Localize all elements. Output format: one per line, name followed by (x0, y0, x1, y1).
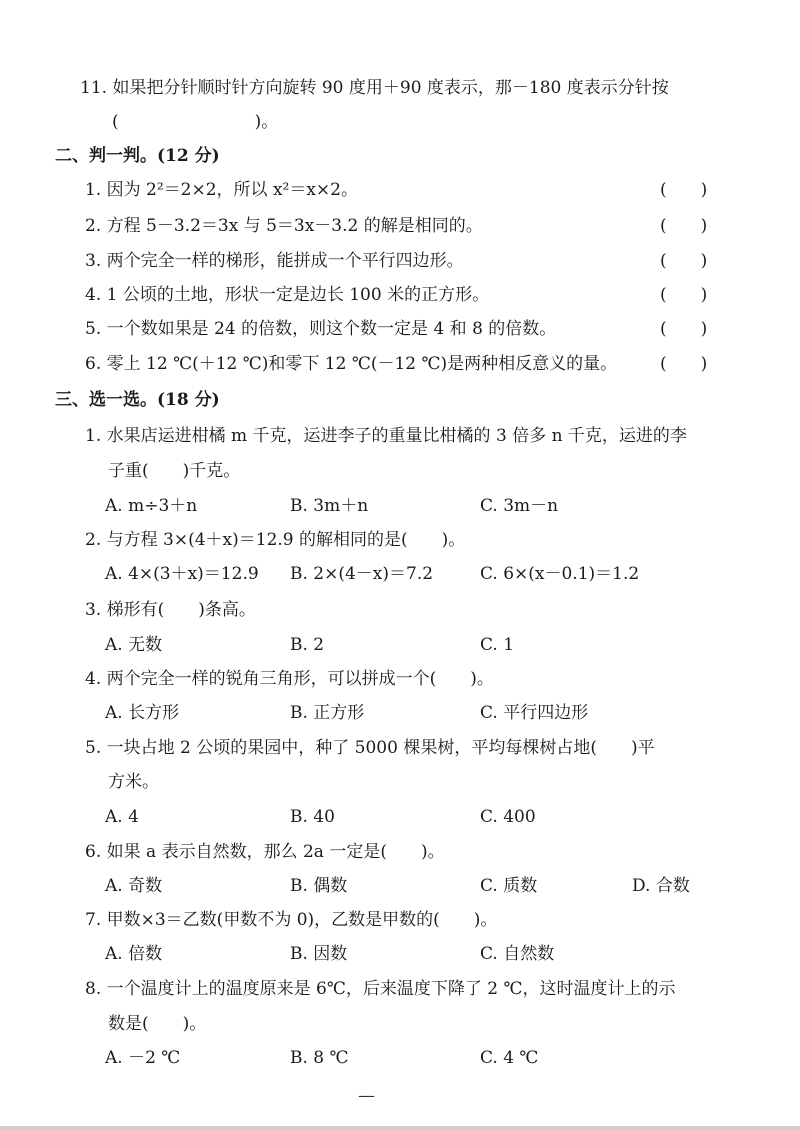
choice-q7-option-c[interactable]: C. 自然数 (480, 944, 555, 964)
choice-q6-line1: 6. 如果 a 表示自然数，那么 2a 一定是( )。 (85, 842, 445, 862)
choice-q1-option-b[interactable]: B. 3m＋n (290, 496, 369, 516)
choice-q8-option-a[interactable]: A. －2 ℃ (105, 1048, 181, 1068)
choice-q3-option-c[interactable]: C. 1 (480, 635, 515, 655)
choice-q8-line1: 8. 一个温度计上的温度原来是 6℃，后来温度下降了 2 ℃，这时温度计上的示 (85, 979, 676, 999)
choice-q1-line2: 子重( )千克。 (108, 461, 241, 481)
choice-q5-line1: 5. 一块占地 2 公顷的果园中，种了 5000 棵果树，平均每棵树占地( )平 (85, 738, 655, 758)
choice-q1-line1: 1. 水果店运进柑橘 m 千克，运进李子的重量比柑橘的 3 倍多 n 千克，运进的李 (85, 426, 687, 446)
section-3-title: 三、选一选。(18 分) (55, 390, 220, 410)
judge-item-2: 2. 方程 5－3.2＝3x 与 5＝3x－3.2 的解是相同的。 (85, 216, 483, 236)
choice-q5-line2: 方米。 (108, 772, 159, 792)
judge-answer-2[interactable]: ( ) (660, 216, 708, 236)
choice-q7-option-b[interactable]: B. 因数 (290, 944, 348, 964)
choice-q2-option-c[interactable]: C. 6×(x－0.1)＝1.2 (480, 564, 640, 584)
choice-q2-line1: 2. 与方程 3×(4＋x)＝12.9 的解相同的是( )。 (85, 530, 466, 550)
choice-q3-option-b[interactable]: B. 2 (290, 635, 325, 655)
judge-answer-4[interactable]: ( ) (660, 285, 708, 305)
choice-q5-option-a[interactable]: A. 4 (105, 807, 139, 827)
judge-item-4: 4. 1 公顷的土地，形状一定是边长 100 米的正方形。 (85, 285, 490, 305)
judge-answer-6[interactable]: ( ) (660, 354, 708, 374)
judge-item-6: 6. 零上 12 ℃(＋12 ℃)和零下 12 ℃(－12 ℃)是两种相反意义的量。 (85, 354, 618, 374)
section-2-title: 二、判一判。(12 分) (55, 146, 220, 166)
page-footer-mark: — (358, 1086, 375, 1106)
choice-q8-option-c[interactable]: C. 4 ℃ (480, 1048, 539, 1068)
choice-q1-option-c[interactable]: C. 3m－n (480, 496, 559, 516)
judge-item-5: 5. 一个数如果是 24 的倍数，则这个数一定是 4 和 8 的倍数。 (85, 319, 557, 339)
choice-q8-line2: 数是( )。 (108, 1014, 207, 1034)
choice-q6-option-b[interactable]: B. 偶数 (290, 876, 348, 896)
choice-q4-line1: 4. 两个完全一样的锐角三角形，可以拼成一个( )。 (85, 669, 494, 689)
choice-q8-option-b[interactable]: B. 8 ℃ (290, 1048, 349, 1068)
choice-q2-option-a[interactable]: A. 4×(3＋x)＝12.9 (105, 564, 259, 584)
choice-q6-option-c[interactable]: C. 质数 (480, 876, 538, 896)
question-11-line1: 11. 如果把分针顺时针方向旋转 90 度用＋90 度表示，那－180 度表示分针按 (80, 78, 669, 98)
choice-q4-option-b[interactable]: B. 正方形 (290, 703, 365, 723)
choice-q4-option-a[interactable]: A. 长方形 (105, 703, 180, 723)
choice-q5-option-c[interactable]: C. 400 (480, 807, 536, 827)
choice-q7-option-a[interactable]: A. 倍数 (105, 944, 163, 964)
judge-answer-1[interactable]: ( ) (660, 180, 708, 200)
page-bottom-edge (0, 1126, 800, 1130)
choice-q4-option-c[interactable]: C. 平行四边形 (480, 703, 589, 723)
judge-item-1: 1. 因为 2²＝2×2，所以 x²＝x×2。 (85, 180, 358, 200)
choice-q2-option-b[interactable]: B. 2×(4－x)＝7.2 (290, 564, 434, 584)
judge-answer-5[interactable]: ( ) (660, 319, 708, 339)
judge-item-3: 3. 两个完全一样的梯形，能拼成一个平行四边形。 (85, 251, 464, 271)
choice-q6-option-d[interactable]: D. 合数 (632, 876, 690, 896)
choice-q5-option-b[interactable]: B. 40 (290, 807, 335, 827)
choice-q3-option-a[interactable]: A. 无数 (105, 635, 163, 655)
choice-q1-option-a[interactable]: A. m÷3＋n (105, 496, 198, 516)
choice-q6-option-a[interactable]: A. 奇数 (105, 876, 163, 896)
choice-q3-line1: 3. 梯形有( )条高。 (85, 600, 256, 620)
question-11-line2: ( )。 (112, 112, 279, 132)
judge-answer-3[interactable]: ( ) (660, 251, 708, 271)
choice-q7-line1: 7. 甲数×3＝乙数(甲数不为 0)，乙数是甲数的( )。 (85, 910, 498, 930)
